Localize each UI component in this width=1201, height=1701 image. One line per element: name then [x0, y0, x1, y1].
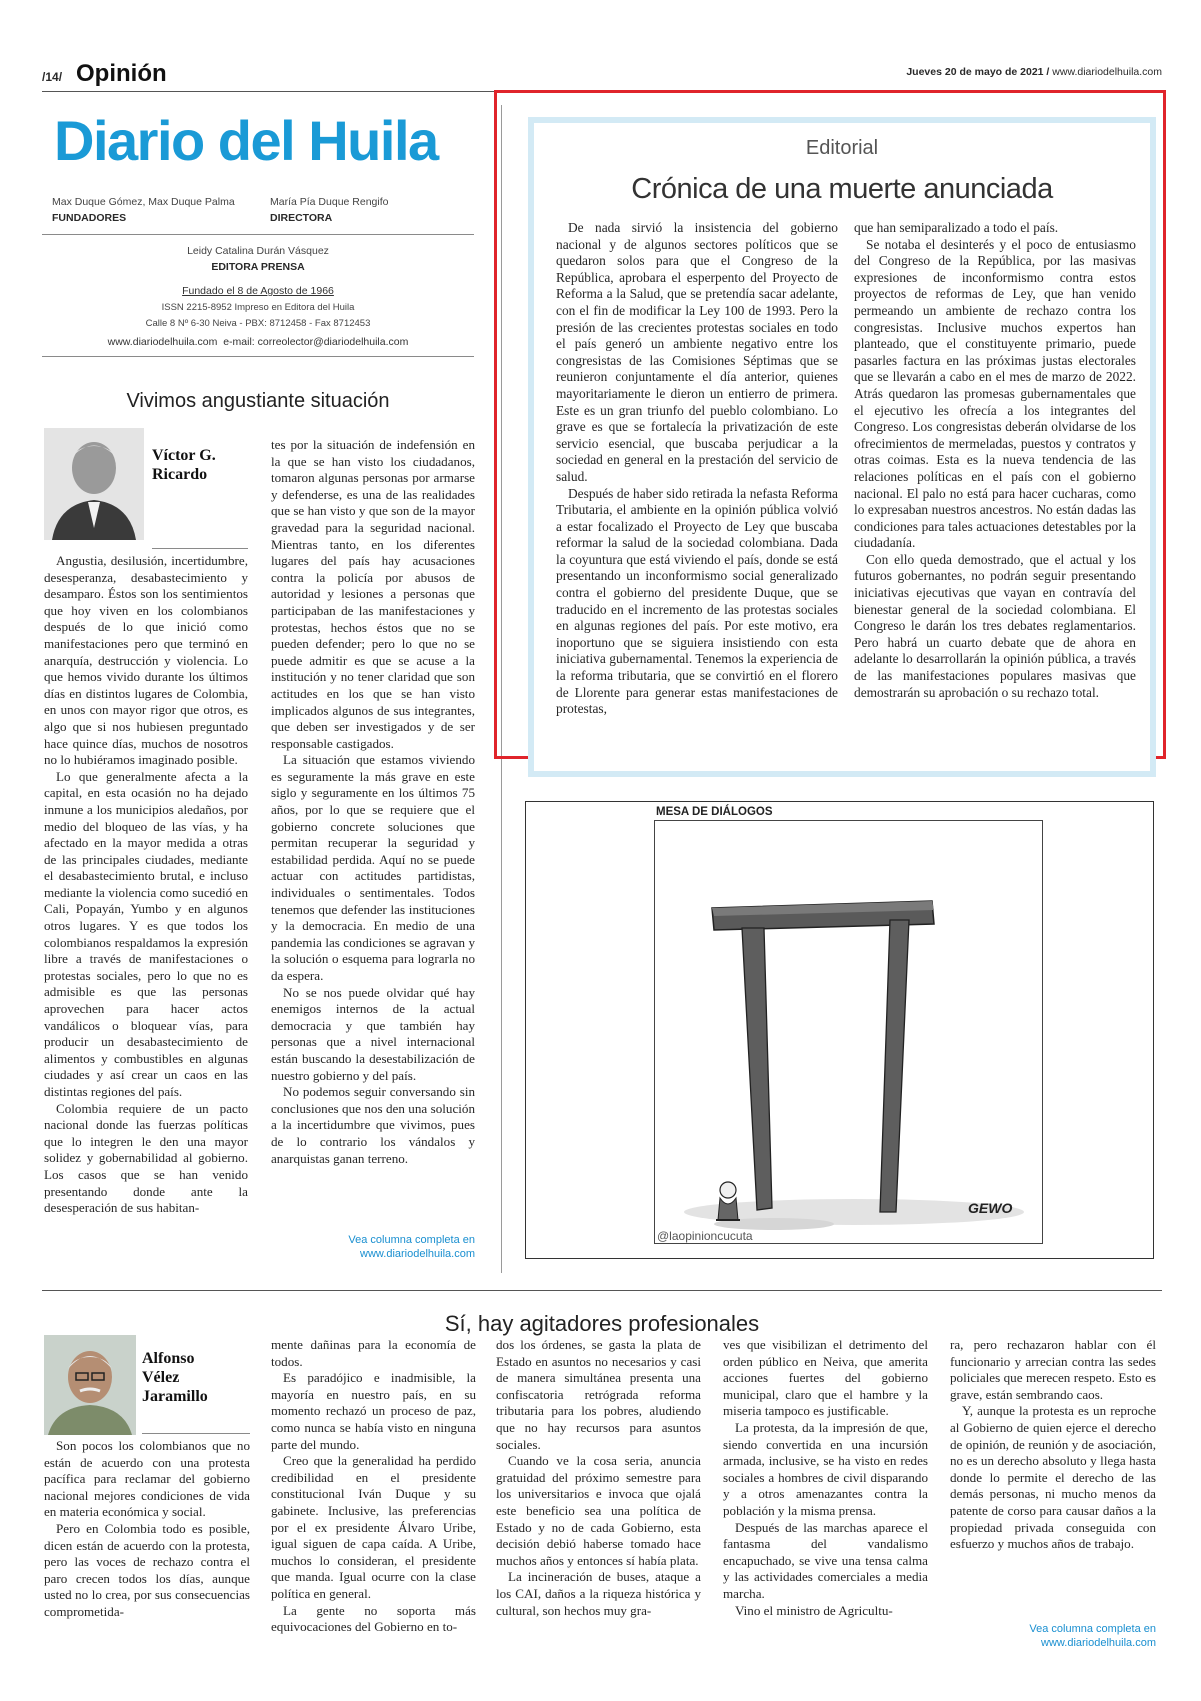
section-rule	[42, 1290, 1162, 1291]
paragraph: Cuando ve la cosa seria, anuncia gratuidad del próximo semestre para los universitarios e invoca que ojalá este beneficio sea una política de Estado y no de cada Gobierno, esta decisión debió haberse tomado hace muchos años y entonces sí había plata.	[496, 1453, 701, 1568]
paragraph: ves que visibilizan el detrimento del orden público en Neiva, que amerita acciones fuertes del gobierno municipal, claro que el hambre y la miseria tampoco es justificable.	[723, 1337, 928, 1419]
more-url: www.diariodelhuila.com	[1041, 1637, 1156, 1649]
more-line: Vea columna completa en	[1029, 1623, 1156, 1635]
founders-label: FUNDADORES	[52, 212, 127, 224]
paragraph: Después de las marchas aparece el fantasma del vandalismo encapuchado, se vive una tensa calma y las actividades comerciales a media marcha.	[723, 1519, 928, 1601]
masthead-logo: Diario del Huila	[54, 109, 438, 172]
director-label: DIRECTORA	[270, 212, 333, 224]
column2-author-photo	[44, 1335, 136, 1435]
masthead-web[interactable]: www.diariodelhuila.com	[107, 336, 218, 348]
editorial-title: Crónica de una muerte anunciada	[631, 173, 1053, 205]
editor-label: EDITORA PRENSA	[211, 261, 305, 273]
more-url: www.diariodelhuila.com	[360, 1248, 475, 1260]
paragraph: La incineración de buses, ataque a los CAI, daños a la riqueza histórica y cultural, son hechos muy gra-	[496, 1569, 701, 1618]
cartoon-title: MESA DE DIÁLOGOS	[656, 806, 773, 818]
paragraph: Con ello queda demostrado, que el actual y los futuros gobernantes, no podrán seguir presentando iniciativas ejecutivas que vayan en contravía del bienestar general de la sociedad colombiana. El Congreso le darán los tres debates reglamentarios. Pero habrá un cuarto debate que de ahora en adelante lo desarrollarán la opinión pública, a través de las manifestaciones populares masivas que demostrarán su aprobación o su rechazo total.	[854, 551, 1136, 700]
paragraph: No se nos puede olvidar qué hay enemigos internos de la actual democracia y que también hay personas que a nivel internacional están buscando la desestabilización de nuestro gobierno y del país.	[271, 984, 475, 1083]
paragraph: dos los órdenes, se gasta la plata de Estado en asuntos no necesarios y casi de manera simultánea presenta una confiscatoria retrógrada reforma tributaria para los pobres, aludiendo que no hay recursos para asuntos sociales.	[496, 1337, 701, 1452]
masthead-rule	[42, 234, 474, 235]
column1-author	[152, 446, 216, 484]
paragraph: Son pocos los colombianos que no están de acuerdo con una protesta pacífica para reclamar del gobierno nacional mejores condiciones de vida en materia económica y social.	[44, 1438, 250, 1520]
column2-headline: Sí, hay agitadores profesionales	[444, 1311, 760, 1336]
paragraph: Es paradójico e inadmisible, la mayoría en nuestro país, en su momento rechazó un proceso de paz, como nunca se había visto en ninguna parte del mundo.	[271, 1370, 476, 1452]
paragraph: No podemos seguir conversando sin conclusiones que nos den una solución a la incertidumbre que vivimos, pues de lo contrario los vándalos y anarquistas ganan terreno.	[271, 1084, 475, 1166]
cartoon	[525, 801, 1154, 1259]
paragraph: Pero en Colombia todo es posible, dicen están de acuerdo con la protesta, pero las voces de rechazo contra el paro crecen todos los días, aunque usted no lo crea, por sus consecuencias comprometida-	[44, 1520, 250, 1619]
header-website[interactable]: www.diariodelhuila.com	[1052, 66, 1162, 78]
column1-author-first: Víctor G.	[152, 447, 216, 464]
editor-name: Leidy Catalina Durán Vásquez	[187, 245, 329, 257]
paragraph: Se notaba el desinterés y el poco de entusiasmo del Congreso de la República, por las masivas expresiones de inconformismo contra estos proyectos de reformas de Ley, que han venido permeando un ambiente de rechazo contra los congresistas. Inclusive muchos expertos han planteado, que el constituyente primario, puede pasarles factura en las próximas justas electorales que se llevarán a cabo en el mes de marzo de 2022. Atrás quedaron las promesas gubernamentales que el ejecutivo les ofrecía a los integrantes del Congreso. Los congresistas deberán olvidarse de los ofrecimientos de mermeladas, puestos y contratos y otras coimas. Esta es la nueva tendencia de las relaciones políticas en el país con el gobierno nacional. El palo no está para hacer cucharas, como lo expresaban nuestros ancestros. No están dadas las condiciones para tales actuaciones detestables por la ciudadanía.	[854, 236, 1136, 551]
address-line: Calle 8 Nº 6-30 Neiva - PBX: 8712458 - Fax 8712453	[145, 318, 371, 329]
director-name: María Pía Duque Rengifo	[270, 196, 389, 208]
column2-author	[142, 1349, 208, 1406]
page-header	[42, 62, 1162, 88]
column2-col-e	[950, 1337, 1156, 1553]
portrait-icon	[44, 1335, 136, 1435]
paragraph: Y, aunque la protesta es un reproche al Gobierno de quien ejerce el derecho de opinión, de reunión y de asociación, no es un derecho absoluto y llega hasta donde lo permite el derecho de las demás personas, ni mucho menos da patente de corso para causar daños a la propiedad privada conseguida con esfuerzo y muchos años de trabajo.	[950, 1403, 1156, 1552]
paragraph: Creo que la generalidad ha perdido credibilidad en el presidente constitucional Iván Duque y su gabinete. Inclusive, las preferencias por el ex presidente Álvaro Uribe, igual siguen de capa caída. A Uribe, muchos lo consideran, el presidente que manda. Igual ocurre con la clase política en general.	[271, 1453, 476, 1601]
portrait-icon	[44, 428, 144, 540]
paragraph: tes por la situación de indefensión en la que se han visto los ciudadanos, tomaron algunas personas por armarse y defenderse, es una de las realidades que se han visto y que son de la mayor gravedad para la seguridad nacional. Mientras tanto, en los diferentes lugares del país hay acusaciones contra la policía por abusos de autoridad y lesiones a personas que participaban de las manifestaciones y protestas, hechos éstos que no se pueden defender; pero lo que no se puede admitir es que se acuse a la institución y no tener claridad que son actitudes en los que se han visto implicados algunos de sus integrantes, que deben ser investigados y de ser responsable castigados.	[271, 437, 475, 751]
column2-author-line2: Vélez	[142, 1369, 180, 1386]
page-number: /14/	[42, 70, 63, 84]
column2-col-b	[271, 1337, 476, 1636]
column2-col-d	[723, 1337, 928, 1619]
editorial-left-text	[556, 220, 838, 718]
column1-right-text	[271, 437, 475, 1167]
paragraph: ra, pero rechazaron hablar con él funcionario y arrecian contra las sedes policiales que merecen respeto. Esto es grave, están sembrando caos.	[950, 1337, 1156, 1402]
column2-more-link[interactable]	[950, 1622, 1156, 1650]
cartoon-credit: @laopinioncucuta	[657, 1229, 753, 1243]
paragraph: La situación que estamos viviendo es seguramente la más grave en este siglo y seguramente en los últimos 75 años, por lo que se requiere que el gobierno concrete soluciones que permitan recuperar la seguridad y estabilidad perdida. Aquí no se puede actuar con actitudes partidistas, individuales o sentimentales. Todos tenemos que defender las instituciones y la democracia. En medio de una pandemia las condiciones se agravan y la solución o esquema para lograrla no da espera.	[271, 752, 475, 983]
paragraph: Angustia, desilusión, incertidumbre, desesperanza, desabastecimiento y desamparo. Éstos son los sentimientos que hoy viven en los colombianos después de lo que inició como manifestaciones pero que terminó en anarquía, destrucción y violencia. Lo que hemos vivido durante los últimos días en distintos lugares de Colombia, en unos con mayor rigor que otros, es algo que si nos hubiesen preguntado hace quince días, muchos de nosotros no lo hubiéramos imaginado posible.	[44, 553, 248, 768]
masthead-bottom-rule	[42, 356, 474, 357]
column2-author-rule	[142, 1433, 250, 1434]
founders-names: Max Duque Gómez, Max Duque Palma	[52, 196, 235, 208]
column2-col-c	[496, 1337, 701, 1619]
paragraph: Lo que generalmente afecta a la capital, en esta ocasión no ha dejado inmune a los municipios aledaños, por medio del bloqueo de las vías, y ha afectado en la mayor medida a otras de las principales ciudades, mediante el desabastecimiento brutal, e incluso mediante la violencia como sucedió en Cali, Popayán, Yumbo y en algunos otros lugares. Y es que todos los colombianos respaldamos la expresión libre a través de manifestaciones o protestas sociales, pero lo que no es admisible es que las personas aprovechen para hacer actos vandálicos o bloquear vías, para producir un desabastecimiento de alimentos y combustibles en algunas ciudades y así crear un caos en las distintas regiones del país.	[44, 768, 248, 1099]
paragraph: Vino el ministro de Agricultu-	[735, 1602, 893, 1618]
column1-left-text	[44, 553, 248, 1217]
masthead-email[interactable]: e-mail: correolector@diariodelhuila.com	[223, 336, 409, 348]
column2-col-a	[44, 1438, 250, 1621]
cartoon-signature: GEWO	[968, 1200, 1013, 1216]
paragraph: Colombia requiere de un pacto nacional donde las fuerzas políticas que lo integren le den una mayor solidez y gobernabilidad al gobierno. Los casos que se han venido presentando donde ante la desesperación de sus habitan-	[44, 1100, 248, 1216]
column1-more-link[interactable]	[271, 1233, 475, 1261]
paragraph: que han semiparalizado a todo el país.	[854, 220, 1059, 235]
founded-line: Fundado el 8 de Agosto de 1966	[182, 285, 334, 297]
paragraph: La protesta, da la impresión de que, siendo convertida en una incursión armada, inclusive, se ha visto en redes sociales a hombres de civil disparando y a otros amenazantes contra la población y la misma prensa.	[723, 1419, 928, 1518]
paragraph: De nada sirvió la insistencia del gobierno nacional y de algunos sectores políticos que se quedaron solos para que el Congreso de la República, aprobara el esperpento del Proyecto de Reforma a la Salud, que se pretendía sacar adelante, con el fin de modificar la Ley 100 de 1993. Pero la presión de las crecientes protestas sociales en todo el país generó un ambiente negativo entre los congresistas de las Comisiones Séptimas que se reunieron conjuntamente el día anterior, quienes mayoritariamente le dieron un entierro de primera. Este es un gran triunfo del pueblo colombiano. Lo grave es que se fortalecía la privatización de este servicio esencial, que buscaba perjudicar a la sociedad en general en la prestación del servicio de salud.	[556, 220, 838, 484]
editorial-right-text	[854, 220, 1136, 701]
editorial-kicker: Editorial	[805, 137, 879, 159]
paragraph: mente dañinas para la economía de todos.	[271, 1337, 476, 1369]
column1-author-photo	[44, 428, 144, 540]
cartoon-drawing	[654, 820, 1043, 1244]
column1-headline: Vivimos angustiante situación	[126, 390, 390, 412]
contact-line	[42, 336, 474, 348]
column2-author-line3: Jaramillo	[142, 1388, 208, 1405]
editorial-box	[528, 117, 1156, 777]
column2-author-line1: Alfonso	[142, 1350, 195, 1367]
paragraph: Después de haber sido retirada la nefasta Reforma Tributaria, el ambiente en la opinión pública volvió a estar focalizado el Proyecto de Ley que buscaba reformar la salud de la sociedad colombiana. Dada la coyuntura que está viviendo el país, donde se está presentando un inconformismo social generalizado contra el gobierno del presidente Duque, que se traducido en el incremento de las protestas sociales en algunas regiones del país. Por este motivo, era inoportuno que se siguiera insistiendo con esta iniciativa gubernamental. Tenemos la experiencia de la reforma tributaria, que se convirtió en el florero de Llorente para generar estas manifestaciones de protestas,	[556, 485, 838, 717]
section-title: Opinión	[76, 60, 167, 87]
paragraph: La gente no soporta más equivocaciones del Gobierno en to-	[271, 1602, 476, 1635]
date-line: Jueves 20 de mayo de 2021 / www.diariodelhuila.com	[906, 66, 1162, 78]
issn-line: ISSN 2215-8952 Impreso en Editora del Huila	[161, 302, 355, 313]
more-line: Vea columna completa en	[348, 1234, 475, 1246]
column1-author-last: Ricardo	[152, 466, 208, 483]
column1-author-rule	[152, 548, 248, 549]
